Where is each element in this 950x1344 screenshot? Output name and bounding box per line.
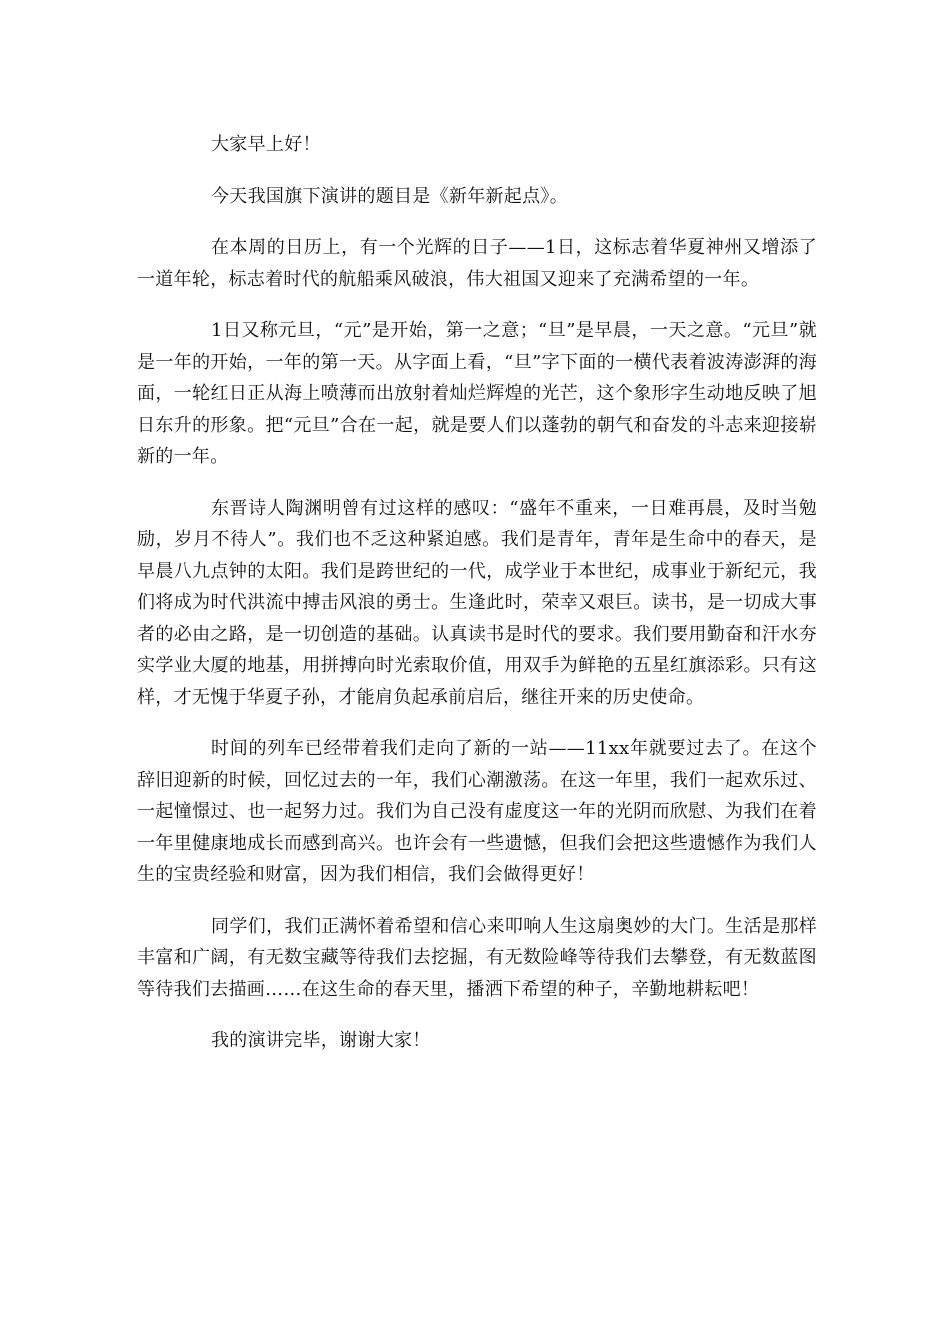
paragraph-hope: 同学们，我们正满怀着希望和信心来叩响人生这扇奥妙的大门。生活是那样丰富和广阔，有无数宝藏等待我们去挖掘，有无数险峰等待我们去攀登，有无数蓝图等待我们去描画……在这生命的春天里，播洒下希望的种子，辛勤地耕耘吧！ bbox=[137, 915, 817, 1000]
paragraph-greeting: 大家早上好！ bbox=[211, 134, 321, 155]
speech-text bbox=[137, 129, 817, 1077]
paragraph-yuandan: 1日又称元旦，“元”是开始，第一之意；“旦”是早晨，一天之意。“元旦”就是一年的开始，一年的第一天。从字面上看，“旦”字下面的一横代表着波涛澎湃的海面，一轮红日正从海上喷薄而出放射着灿烂辉煌的光芒，这个象形字生动地反映了旭日东升的形象。把“元旦”合在一起，就是要人们以蓬勃的朝气和奋发的斗志来迎接崭新的一年。 bbox=[137, 320, 817, 467]
paragraph-closing: 我的演讲完毕，谢谢大家！ bbox=[211, 1030, 431, 1051]
paragraph-review: 时间的列车已经带着我们走向了新的一站——11xx年就要过去了。在这个辞旧迎新的时候，回忆过去的一年，我们心潮激荡。在这一年里，我们一起欢乐过、一起憧憬过、也一起努力过。我们为自己没有虚度这一年的光阴而欣慰、为我们在着一年里健康地成长而感到高兴。也许会有一些遗憾，但我们会把这些遗憾作为我们人生的宝贵经验和财富，因为我们相信，我们会做得更好！ bbox=[137, 738, 817, 885]
paragraph-tao-yuanming: 东晋诗人陶渊明曾有过这样的感叹：“盛年不重来，一日难再晨，及时当勉励，岁月不待人”。我们也不乏这种紧迫感。我们是青年，青年是生命中的春天，是早晨八九点钟的太阳。我们是跨世纪的一代，成学业于本世纪，成事业于新纪元，我们将成为时代洪流中搏击风浪的勇士。生逢此时，荣幸又艰巨。读书，是一切成大事者的必由之路，是一切创造的基础。认真读书是时代的要求。我们要用勤奋和汗水夯实学业大厦的地基，用拼搏向时光索取价值，用双手为鲜艳的五星红旗添彩。只有这样，才无愧于华夏子孙，才能肩负起承前启后，继往开来的历史使命。 bbox=[137, 497, 817, 708]
paragraph-calendar: 在本周的日历上，有一个光辉的日子——1日，这标志着华夏神州又增添了一道年轮，标志着时代的航船乘风破浪，伟大祖国又迎来了充满希望的一年。 bbox=[137, 237, 817, 290]
paragraph-topic: 今天我国旗下演讲的题目是《新年新起点》。 bbox=[211, 185, 568, 207]
